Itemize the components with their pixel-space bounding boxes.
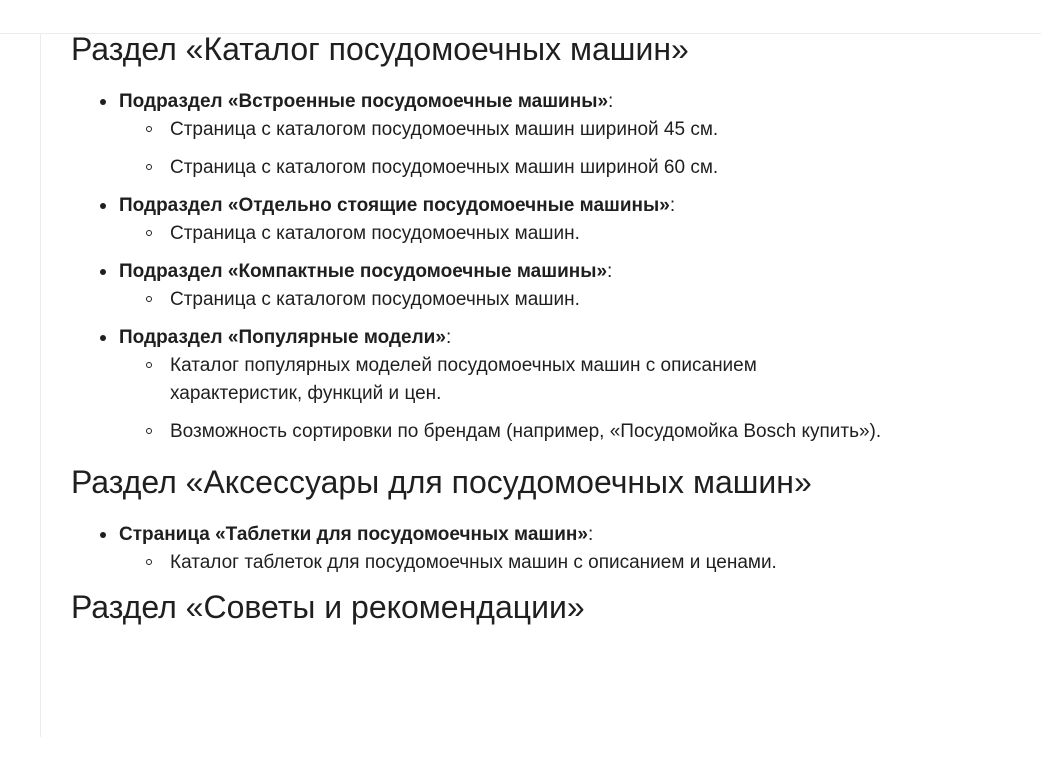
subsection-title: Подраздел «Компактные посудомоечные машины» bbox=[119, 261, 608, 282]
page-list bbox=[119, 549, 1011, 577]
subsection-item bbox=[71, 192, 1011, 248]
subsection-title: Подраздел «Встроенные посудомоечные машины» bbox=[119, 91, 609, 112]
list-item: Страница с каталогом посудомоечных машин шириной 60 см. bbox=[119, 154, 1011, 182]
page-list bbox=[119, 286, 1011, 314]
colon: : bbox=[607, 261, 613, 282]
section-title: Раздел «Аксессуары для посудомоечных машин» bbox=[71, 464, 812, 500]
document-content bbox=[71, 0, 1011, 737]
colon: : bbox=[669, 195, 676, 216]
subsection-list bbox=[71, 88, 1011, 446]
page-list bbox=[119, 116, 1011, 182]
subsection-title: Подраздел «Отдельно стоящие посудомоечные машины» bbox=[119, 195, 670, 216]
page-list bbox=[119, 352, 1011, 446]
colon: : bbox=[608, 91, 614, 112]
colon: : bbox=[445, 327, 452, 348]
list-item: Страница с каталогом посудомоечных машин. bbox=[119, 220, 1011, 248]
subsection-title: Подраздел «Популярные модели» bbox=[119, 327, 446, 348]
subsection-item bbox=[71, 88, 1011, 182]
list-item: Каталог таблеток для посудомоечных машин с описанием и ценами. bbox=[119, 549, 1011, 577]
subsection-item bbox=[71, 258, 1011, 314]
page-list bbox=[119, 220, 1011, 248]
section-title: Раздел «Каталог посудомоечных машин» bbox=[71, 31, 689, 67]
subsection-item bbox=[71, 324, 1011, 446]
list-item: Возможность сортировки по брендам (например, «Посудомойка Bosch купить»). bbox=[119, 418, 950, 446]
subsection-list bbox=[71, 521, 1011, 577]
colon: : bbox=[587, 524, 594, 545]
list-item: Страница с каталогом посудомоечных машин. bbox=[119, 286, 1011, 314]
section-title: Раздел «Советы и рекомендации» bbox=[71, 589, 585, 625]
subsection-title: Страница «Таблетки для посудомоечных машин» bbox=[119, 524, 588, 545]
subsection-item bbox=[71, 521, 1011, 577]
list-item: Каталог популярных моделей посудомоечных машин с описанием характеристик, функций и цен. bbox=[119, 352, 890, 408]
list-item: Страница с каталогом посудомоечных машин шириной 45 см. bbox=[119, 116, 1011, 144]
left-quote-rule bbox=[40, 33, 41, 737]
